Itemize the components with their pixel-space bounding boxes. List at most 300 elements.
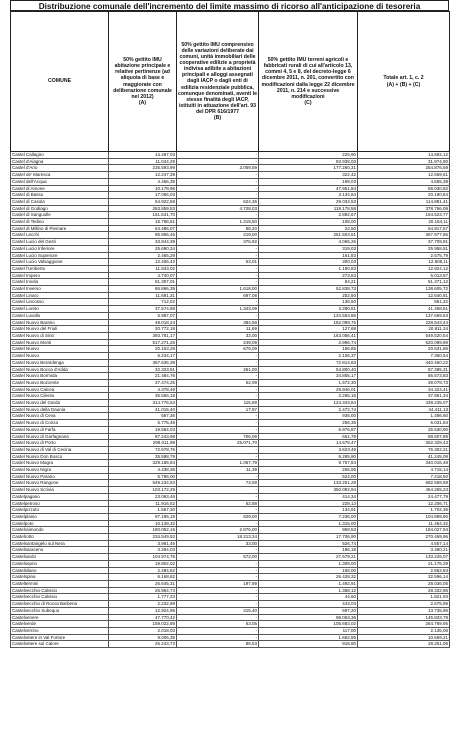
cell-value: 319,03 (259, 245, 358, 252)
table-row (11, 292, 450, 299)
cell-value: 2,059,59 (177, 165, 259, 172)
table-row (11, 386, 450, 393)
cell-value: 20.911,34 (358, 326, 450, 333)
cell-value: - (177, 587, 259, 594)
cell-value: 11.454,32 (358, 520, 450, 527)
cell-value: 7.350,54 (358, 353, 450, 360)
table-row (11, 413, 450, 420)
cell-value: - (177, 279, 259, 286)
cell-value: 156,85 (259, 346, 358, 353)
cell-value: 2.996,74 (259, 339, 358, 346)
cell-value: 15.786,51 (109, 219, 177, 226)
table-row (11, 165, 450, 172)
table-header (11, 12, 450, 152)
cell-value: 103.172,25 (109, 487, 177, 494)
table-row (11, 225, 450, 232)
cell-value: 44.411,13 (358, 406, 450, 413)
cell-value: 63,05 (177, 621, 259, 628)
table-row (11, 346, 450, 353)
cell-comune: Castelsaraceno (11, 547, 109, 554)
cell-value: 1.343,09 (177, 306, 259, 313)
cell-comune: Castel d'Aiagna (11, 158, 109, 165)
cell-value: 154.523,77 (358, 212, 450, 219)
cell-value: 524,00 (259, 473, 358, 480)
cell-value: 26.645,31 (109, 581, 177, 588)
cell-value: 322,42 (259, 172, 358, 179)
cell-value: - (177, 192, 259, 199)
cell-value: 28.332,86 (358, 587, 450, 594)
cell-value: 959,53 (259, 527, 358, 534)
cell-value: 9.006,35 (109, 634, 177, 641)
cell-value: 6.295,90 (259, 453, 358, 460)
cell-comune: Castelvetere in Val Fortore (11, 634, 109, 641)
cell-value: 249,09 (177, 339, 259, 346)
table-row (11, 272, 450, 279)
cell-value: 197,89 (177, 581, 259, 588)
cell-value: 137.669,63 (358, 312, 450, 319)
cell-value: 4.740,07 (109, 272, 177, 279)
cell-comune: Castel Lucio Superiore (11, 252, 109, 259)
cell-value: 115,69 (177, 400, 259, 407)
cell-value: 105.683,02 (259, 621, 358, 628)
cell-value: 263.859,53 (109, 205, 177, 212)
cell-value: 393.781,17 (109, 332, 177, 339)
cell-value: 4.715,14 (358, 467, 450, 474)
table-row (11, 339, 450, 346)
cell-value: 73,59 (177, 480, 259, 487)
cell-value: 26.243,73 (109, 641, 177, 648)
cell-value: 97.195,18 (109, 513, 177, 520)
cell-comune: Castel Callagiro (11, 152, 109, 159)
cell-value: 697,08 (177, 292, 259, 299)
cell-value: 35.556,18 (109, 393, 177, 400)
cell-value: 26.428,32 (259, 574, 358, 581)
cell-value: - (177, 627, 259, 634)
cell-value: - (177, 172, 259, 179)
table-row (11, 594, 450, 601)
cell-value: 9.757,84 (259, 460, 358, 467)
cell-value: 2.652,83 (358, 567, 450, 574)
cell-value: 314.776,53 (109, 400, 177, 407)
cell-value: - (177, 158, 259, 165)
cell-value: 108,00 (259, 219, 358, 226)
cell-value: 2.232,89 (109, 601, 177, 608)
cell-value: 53,01 (177, 259, 259, 266)
cell-comune: Castel Nuovo della Daunia (11, 406, 109, 413)
cell-comune: Castel Nuovo Don Bosco (11, 453, 109, 460)
cell-value: 20.163,28 (109, 346, 177, 353)
cell-value: 2.135,06 (358, 627, 450, 634)
cell-value: 219,00 (177, 232, 259, 239)
cell-value: 3.480,21 (358, 547, 450, 554)
cell-comune: Castel di Sanguolle (11, 212, 109, 219)
cell-value: 443,03 (259, 601, 358, 608)
cell-value: 340.016,48 (358, 460, 450, 467)
cell-comune: Castel Inverso (11, 286, 109, 293)
cell-value: 133.251,28 (259, 480, 358, 487)
cell-comune: Castelsantangelo sul Nera (11, 540, 109, 547)
table-row (11, 426, 450, 433)
cell-value: 256,36 (259, 420, 358, 427)
cell-comune: Castel Lucio Valsaggione (11, 259, 109, 266)
table-row (11, 446, 450, 453)
cell-value: 98.063,36 (259, 614, 358, 621)
cell-comune: Castelpetroso (11, 500, 109, 507)
cell-value: 41.245,08 (358, 453, 450, 460)
table-row (11, 152, 450, 159)
table-row (11, 185, 450, 192)
cell-value: 163.056,41 (259, 332, 358, 339)
table-row (11, 245, 450, 252)
table-row (11, 534, 450, 541)
cell-value: 37.861,34 (358, 393, 450, 400)
table-row (11, 286, 450, 293)
cell-value: 712,02 (109, 299, 177, 306)
cell-value: 829,00 (177, 513, 259, 520)
cell-value: 12.406,42 (109, 259, 177, 266)
cell-value: 14.692,12 (358, 152, 450, 159)
cell-value: 47.951,84 (259, 185, 358, 192)
cell-value: 76.302,21 (358, 446, 450, 453)
cell-value: - (177, 420, 259, 427)
cell-value: - (177, 614, 259, 621)
cell-value: 10.669,21 (358, 634, 450, 641)
cell-value: - (177, 473, 259, 480)
cell-value: 679,09 (177, 346, 259, 353)
cell-value: 251.503,51 (259, 232, 358, 239)
cell-value: 29.034,53 (259, 198, 358, 205)
cell-value: 329.185,84 (109, 460, 177, 467)
cell-value: - (177, 426, 259, 433)
cell-value: 177.260,31 (259, 165, 358, 172)
cell-value: 32.596,14 (358, 574, 450, 581)
cell-comune: Castel Nuovo (11, 346, 109, 353)
cell-value: 25.690,34 (109, 245, 177, 252)
cell-comune: Castelplanio (11, 513, 109, 520)
cell-value: 51.307,01 (109, 279, 177, 286)
cell-value: 1.318,50 (177, 219, 259, 226)
cell-value: 17.706,90 (259, 534, 358, 541)
cell-value: 1.492,91 (259, 581, 358, 588)
cell-value: 2.892,67 (259, 212, 358, 219)
cell-value: - (177, 413, 259, 420)
cell-comune: Castelvecchio Calvisio (11, 594, 109, 601)
cell-value: 17.056,03 (109, 192, 177, 199)
cell-comune: Castelverde (11, 621, 109, 628)
cell-value: 682.558,59 (358, 480, 450, 487)
cell-comune: Castel Nuovo di Garfagnana (11, 433, 109, 440)
cell-value: 19.802,02 (109, 560, 177, 567)
cell-value: 104.974,76 (109, 554, 177, 561)
cell-value: 64.917,67 (358, 225, 450, 232)
cell-value: 104.899,90 (358, 513, 450, 520)
cell-value: 32.323,91 (109, 366, 177, 373)
cell-comune: Castel di Millino di Piemare (11, 225, 109, 232)
table-row (11, 547, 450, 554)
cell-value: 145.833,78 (358, 614, 450, 621)
cell-value: 33.844,39 (109, 239, 177, 246)
table-row (11, 366, 450, 373)
table-row (11, 205, 450, 212)
cell-value: 697,20 (259, 607, 358, 614)
table-row (11, 265, 450, 272)
cell-comune: Castel Nuovo Scrivia (11, 487, 109, 494)
cell-value: 22,50 (259, 225, 358, 232)
column-header-totale: Totale art. 1, c. 2 (A) + (B) + (C) (358, 12, 450, 152)
cell-value: 851,32 (358, 299, 450, 306)
cell-value: 52.838,73 (259, 286, 358, 293)
cell-value: 34.855,17 (259, 373, 358, 380)
cell-value: 12.206,71 (358, 500, 450, 507)
cell-value: 1.315,00 (259, 520, 358, 527)
cell-value: 39.078,73 (358, 379, 450, 386)
cell-value: 4.557,14 (358, 540, 450, 547)
cell-value: 196,18 (259, 547, 358, 554)
table-row (11, 172, 450, 179)
cell-value: 936,00 (259, 413, 358, 420)
cell-comune: Castel di Basso (11, 192, 109, 199)
cell-value: 549.520,54 (358, 332, 450, 339)
cell-comune: Castel di Casola (11, 198, 109, 205)
cell-comune: Castel di Amone (11, 185, 109, 192)
cell-comune: Casteltermini (11, 581, 109, 588)
cell-value: 64.922,58 (109, 198, 177, 205)
cell-value: 85.856,45 (109, 232, 177, 239)
cell-value: 2.265,16 (259, 393, 358, 400)
cell-value: 1.618,00 (177, 286, 259, 293)
cell-value: 24.477,79 (358, 493, 450, 500)
column-header-c: 50% gettito IMU terreni agricoli e fabbricati rurali di cui all'articolo 13, commi 4, 5 e 8, del decreto-legge 6 dicembre 2011, n. 201, convertito con modificazioni dalla legge 22 dicembre 2011, n. 214 e successive modificazioni (C) (259, 12, 358, 152)
column-header-a: 50% gettito IMU abitazione principale e relative pertinenze (ad aliquota di base e maggiorate con deliberazione comunale nel 2012) (A) (109, 12, 177, 152)
cell-comune: Castel Nuovo Cilento (11, 393, 109, 400)
cell-value: 26.964,74 (109, 587, 177, 594)
cell-comune: Castelraimondo (11, 527, 109, 534)
cell-value: - (177, 299, 259, 306)
table-row (11, 332, 450, 339)
cell-value: 49.018,24 (109, 319, 177, 326)
cell-value: 2.484,82 (109, 567, 177, 574)
table-row (11, 406, 450, 413)
cell-comune: Castelpoto (11, 520, 109, 527)
cell-comune: Castel Nuovo Monti (11, 339, 109, 346)
cell-value: 21.176,29 (358, 560, 450, 567)
cell-value: 439.235,07 (358, 400, 450, 407)
table-row (11, 480, 450, 487)
cell-value: 350.092,94 (259, 487, 358, 494)
cell-comune: Castel Lucio Inferiore (11, 245, 109, 252)
cell-value: 21.484,76 (109, 373, 177, 380)
cell-value: 3.280,81 (259, 306, 358, 313)
cell-value: - (177, 574, 259, 581)
cell-value: 3.284,03 (109, 547, 177, 554)
cell-value: 526,74 (259, 540, 358, 547)
table-row (11, 527, 450, 534)
cell-comune: Castelsardo (11, 554, 109, 561)
cell-value: 127,69 (259, 326, 358, 333)
distribution-table (10, 11, 450, 648)
cell-value: 27.679,21 (259, 554, 358, 561)
cell-value: 133.226,07 (358, 554, 450, 561)
cell-value: 72.678,76 (109, 446, 177, 453)
cell-comune: Castel Nuovo Bocca d'Adda (11, 366, 109, 373)
cell-value: 367.635,39 (109, 359, 177, 366)
table-row (11, 306, 450, 313)
cell-comune: Castel Insola (11, 279, 109, 286)
cell-value: 2.876,00 (177, 527, 259, 534)
cell-comune: Castel de' Maresca (11, 172, 109, 179)
cell-comune: Castel Lucio del Gesti (11, 239, 109, 246)
cell-comune: Castel Linaro (11, 292, 109, 299)
cell-value: - (177, 386, 259, 393)
cell-value: 56.573,83 (358, 373, 450, 380)
cell-comune: Castel Nuovo di Ceva (11, 413, 109, 420)
cell-value: 517.271,26 (109, 339, 177, 346)
table-row (11, 500, 450, 507)
cell-value: - (177, 373, 259, 380)
cell-value: 29.946,01 (259, 386, 358, 393)
cell-value: 2.575,79 (358, 252, 450, 259)
table-row (11, 487, 450, 494)
cell-value: 151.641,70 (109, 212, 177, 219)
cell-value: 5.796,00 (109, 473, 177, 480)
cell-comune: Castel Nuovo di Porto (11, 440, 109, 447)
cell-value: 1.486,60 (358, 413, 450, 420)
cell-value: 4.438,36 (109, 467, 177, 474)
cell-comune: Castel Lecchi (11, 232, 109, 239)
cell-value: - (177, 245, 259, 252)
cell-value: 298.011,98 (109, 440, 177, 447)
cell-value: 20.190,84 (358, 192, 450, 199)
cell-value: 440.450,22 (358, 359, 450, 366)
cell-comune: Castel Loreto (11, 306, 109, 313)
table-row (11, 440, 450, 447)
cell-value: 367.977,86 (358, 232, 450, 239)
cell-value: 180.062,16 (109, 527, 177, 534)
cell-value: 168,00 (259, 567, 358, 574)
table-row (11, 420, 450, 427)
cell-comune: Castel Nuovo Bozzente (11, 379, 109, 386)
table-row (11, 467, 450, 474)
cell-value: - (177, 453, 259, 460)
cell-comune: Castel Nuovo (11, 353, 109, 360)
cell-value: 300,03 (259, 259, 358, 266)
cell-value: 161,83 (259, 252, 358, 259)
cell-value: 64.486,07 (109, 225, 177, 232)
cell-comune: Castel Nuovo di Sinti (11, 332, 109, 339)
cell-value: 37.574,88 (109, 306, 177, 313)
cell-value: 6.168,82 (109, 574, 177, 581)
cell-value: 1.567,30 (109, 507, 177, 514)
cell-value: - (177, 601, 259, 608)
cell-value: 159.022,89 (109, 621, 177, 628)
cell-value: 1.309,00 (259, 560, 358, 567)
cell-value: 25.071,70 (177, 440, 259, 447)
table-row (11, 607, 450, 614)
cell-value: 35.598,79 (109, 453, 177, 460)
cell-value: 20.631,86 (358, 346, 450, 353)
cell-value: 41.015,40 (109, 406, 177, 413)
cell-comune: Castelpagano (11, 493, 109, 500)
cell-value: 184.027,94 (358, 527, 450, 534)
cell-value: - (177, 152, 259, 159)
cell-comune: Castel dell'Acqua (11, 178, 109, 185)
cell-value: 52,09 (177, 379, 259, 386)
cell-value: 44,60 (259, 594, 358, 601)
table-row (11, 574, 450, 581)
cell-value: 10.139,32 (109, 520, 177, 527)
table-body (11, 152, 450, 648)
cell-value: - (177, 393, 259, 400)
cell-value: 5.976,87 (259, 426, 358, 433)
cell-value: 5.013,67 (358, 272, 450, 279)
cell-comune: Castel Nuovo Berardenga (11, 359, 109, 366)
cell-value: 315,40 (177, 607, 259, 614)
cell-value: 19.584,03 (109, 426, 177, 433)
cell-value: 37.709,91 (358, 239, 450, 246)
cell-value: 34.324,41 (358, 386, 450, 393)
cell-comune: Castel d'Ario (11, 165, 109, 172)
table-row (11, 627, 450, 634)
cell-value: - (177, 446, 259, 453)
cell-value: 4.466,35 (109, 178, 177, 185)
cell-value: 254.876,59 (358, 165, 450, 172)
cell-comune: Castel Nuovo del Garda (11, 400, 109, 407)
cell-value: 12.640,81 (358, 292, 450, 299)
cell-value: 12.247,39 (109, 172, 177, 179)
table-row (11, 219, 450, 226)
cell-value: 136,60 (259, 299, 358, 306)
column-header-comune: COMUNE (11, 12, 109, 152)
cell-value: 18.213,34 (177, 534, 259, 541)
cell-value: 17,97 (177, 406, 259, 413)
cell-value: 33,00 (177, 540, 259, 547)
cell-value: 20.154,11 (358, 219, 450, 226)
cell-value: 47.770,42 (109, 614, 177, 621)
cell-value: 72.814,83 (259, 359, 358, 366)
cell-value: 2.465,29 (109, 252, 177, 259)
cell-value: - (177, 493, 259, 500)
table-row (11, 601, 450, 608)
cell-value: 2.106,37 (259, 353, 358, 360)
cell-value: 12.808,11 (358, 259, 450, 266)
table-row (11, 641, 450, 648)
cell-value: 118.178,58 (259, 205, 358, 212)
table-row (11, 158, 450, 165)
cell-value: 114.881,41 (358, 198, 450, 205)
cell-comune: Castel Nuovo Bormida (11, 373, 109, 380)
cell-comune: Castelvecchio di Rocca Barbena (11, 601, 109, 608)
table-row (11, 493, 450, 500)
cell-comune: Castelpizzuto (11, 507, 109, 514)
cell-value: - (177, 594, 259, 601)
table-row (11, 239, 450, 246)
cell-value: - (177, 178, 259, 185)
cell-value: 5.987,07 (109, 312, 177, 319)
table-row (11, 319, 450, 326)
cell-value: 28.251,06 (358, 641, 450, 648)
cell-value: - (177, 312, 259, 319)
cell-value: - (177, 507, 259, 514)
table-row (11, 379, 450, 386)
table-row (11, 400, 450, 407)
cell-comune: Castel Nuovo del Friuli (11, 326, 109, 333)
cell-value: 87.385,31 (358, 366, 450, 373)
cell-comune: Castel Impero (11, 272, 109, 279)
cell-value: 134,91 (259, 507, 358, 514)
table-row (11, 312, 450, 319)
cell-value: 1.702,36 (358, 507, 450, 514)
cell-value: 12.569,61 (358, 172, 450, 179)
